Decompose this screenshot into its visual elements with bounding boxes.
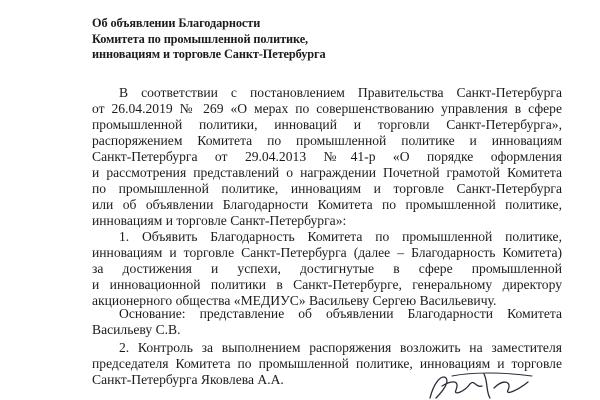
paragraph-2-line: за достижения и успехи, достигнутые в сфере промышленной xyxy=(92,261,562,276)
paragraph-1-line: В соответствии с постановлением Правительства Санкт-Петербурга xyxy=(119,85,562,100)
paragraph-1-line: по промышленной политике, инновациям и торговле Санкт-Петербурга xyxy=(92,181,562,196)
paragraph-1-line: или об объявлении Благодарности Комитета по промышленной политике, xyxy=(92,197,562,212)
paragraph-1-line: промышленной политики, инноваций и торговли Санкт-Петербурга», xyxy=(92,117,562,132)
paragraph-4-line: 2. Контроль за выполнением распоряжения возложить на заместителя xyxy=(119,340,562,355)
paragraph-2-line: акционерного общества «МЕДИУС» Васильеву Сергею Васильевичу. xyxy=(92,293,497,308)
paragraph-4-line: председателя Комитета по промышленной политике, инновациям и торговле xyxy=(92,356,562,371)
paragraph-1-line: распоряжением Комитета по промышленной политике и инновациям xyxy=(92,133,562,148)
paragraph-2-line: и инновационной политики в Санкт-Петербурге, генеральному директору xyxy=(92,277,562,292)
heading-line: Об объявлении Благодарности xyxy=(92,16,261,30)
paragraph-1-line: и рассмотрения представлений о награждении Почетной грамотой Комитета xyxy=(92,165,562,180)
paragraph-1-line: инновациям и торговле Санкт-Петербурга»: xyxy=(92,213,347,228)
document-heading xyxy=(92,16,392,63)
paragraph-4-line: Санкт-Петербурга Яковлева А.А. xyxy=(92,372,284,387)
paragraph-1-line: от 26.04.2019 № 269 «О мерах по совершенствованию управления в сфере xyxy=(92,101,562,116)
signature xyxy=(412,368,542,400)
paragraph-2-line: инновациям и торговле Санкт-Петербурга (далее – Благодарность Комитета) xyxy=(92,245,562,260)
heading-line: инновациям и торговле Санкт-Петербурга xyxy=(92,47,326,61)
paragraph-3-line: Васильеву С.В. xyxy=(92,322,181,337)
paragraph-1-line: Санкт-Петербурга от 29.04.2013 №41-р «О порядке оформления xyxy=(92,149,562,164)
heading-line: Комитета по промышленной политике, xyxy=(92,31,309,46)
paragraph-2-line: 1. Объявить Благодарность Комитета по промышленной политике, xyxy=(119,229,562,244)
paragraph-3-line: Основание: представление об объявлении Благодарности Комитета xyxy=(119,306,562,321)
